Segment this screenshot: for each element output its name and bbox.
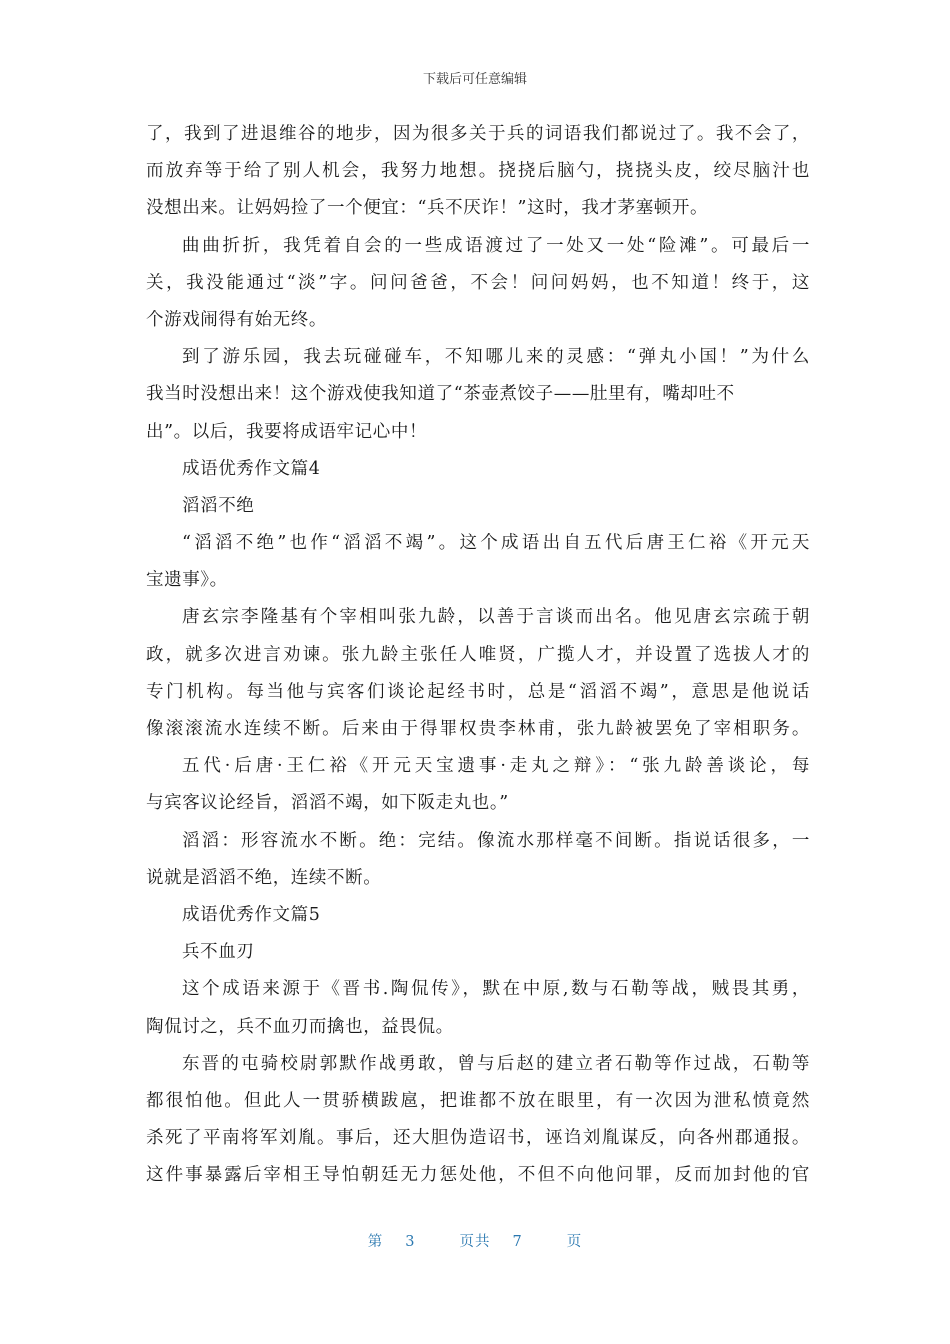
text-line: 唐玄宗李隆基有个宰相叫张九龄，以善于言谈而出名。他见唐玄宗疏于朝 xyxy=(182,607,810,628)
text-line: 滔滔不绝 xyxy=(182,495,255,516)
text-line: 政，就多次进言劝谏。张九龄主张任人唯贤，广揽人才，并设置了选拔人才的 xyxy=(146,644,810,665)
text-line: 这个成语来源于《晋书.陶侃传》，默在中原,数与石勒等战，贼畏其勇， xyxy=(182,979,810,1000)
text-line: 专门机构。每当他与宾客们谈论起经书时，总是“滔滔不竭”，意思是他说话 xyxy=(146,681,810,702)
text-line: 滔滔：形容流水不断。绝：完结。像流水那样毫不间断。指说话很多，一 xyxy=(182,830,810,851)
text-line: 都很怕他。但此人一贯骄横跋扈，把谁都不放在眼里，有一次因为泄私愤竟然 xyxy=(146,1090,810,1111)
text-line: 这件事暴露后宰相王导怕朝廷无力惩处他，不但不向他问罪，反而加封他的官 xyxy=(146,1165,810,1186)
text-line: 兵不血刃 xyxy=(182,942,255,963)
footer-current-page: 3 xyxy=(405,1234,416,1250)
text-line: 说就是滔滔不绝，连续不断。 xyxy=(146,867,382,888)
text-line: 陶侃讨之，兵不血刃而擒也，益畏侃。 xyxy=(146,1016,454,1037)
text-line: 关，我没能通过“淡”字。问问爸爸，不会！问问妈妈，也不知道！终于，这 xyxy=(146,272,810,293)
text-line: 五代·后唐·王仁裕《开元天宝遗事·走丸之辩》：“张九龄善谈论，每 xyxy=(182,756,810,777)
text-line: 与宾客议论经旨，滔滔不竭，如下阪走丸也。” xyxy=(146,793,509,814)
footer-suffix: 页 xyxy=(566,1234,583,1250)
text-line: 个游戏闹得有始无终。 xyxy=(146,309,327,330)
text-line: 曲曲折折，我凭着自会的一些成语渡过了一处又一处“险滩”。可最后一 xyxy=(182,235,810,256)
text-line: 而放弃等于给了别人机会，我努力地想。挠挠后脑勺，挠挠头皮，绞尽脑汁也 xyxy=(146,161,810,182)
text-line: 到了游乐园，我去玩碰碰车，不知哪儿来的灵感：“弹丸小国！”为什么 xyxy=(182,347,810,368)
text-line: 东晋的屯骑校尉郭默作战勇敢，曾与后赵的建立者石勒等作过战，石勒等 xyxy=(182,1053,810,1074)
document-body xyxy=(146,116,810,1194)
text-line: 成语优秀作文篇5 xyxy=(182,904,321,925)
text-line: 了，我到了进退维谷的地步，因为很多关于兵的词语我们都说过了。我不会了， xyxy=(146,124,810,144)
footer-prefix: 第 xyxy=(367,1234,384,1250)
footer-total-pages: 7 xyxy=(512,1234,523,1250)
footer-middle: 页共 xyxy=(459,1234,491,1250)
text-line: 杀死了平南将军刘胤。事后，还大胆伪造诏书，诬诌刘胤谋反，向各州郡通报。 xyxy=(146,1128,810,1149)
text-line: 像滚滚流水连续不断。后来由于得罪权贵李林甫，张九龄被罢免了宰相职务。 xyxy=(146,719,810,739)
text-line: “滔滔不绝”也作“滔滔不竭”。这个成语出自五代后唐王仁裕《开元天 xyxy=(182,533,810,554)
page-header: 下载后可任意编辑 xyxy=(422,72,527,87)
text-line: 没想出来。让妈妈捡了一个便宜：“兵不厌诈！”这时，我才茅塞顿开。 xyxy=(146,198,709,219)
text-line: 宝遗事》。 xyxy=(146,570,228,591)
page-footer xyxy=(0,1230,950,1251)
text-line: 我当时没想出来！这个游戏使我知道了“茶壶煮饺子——肚里有，嘴却吐不 xyxy=(146,384,735,405)
text-line: 出”。以后，我要将成语牢记心中！ xyxy=(146,421,428,442)
text-line: 成语优秀作文篇4 xyxy=(182,458,321,479)
